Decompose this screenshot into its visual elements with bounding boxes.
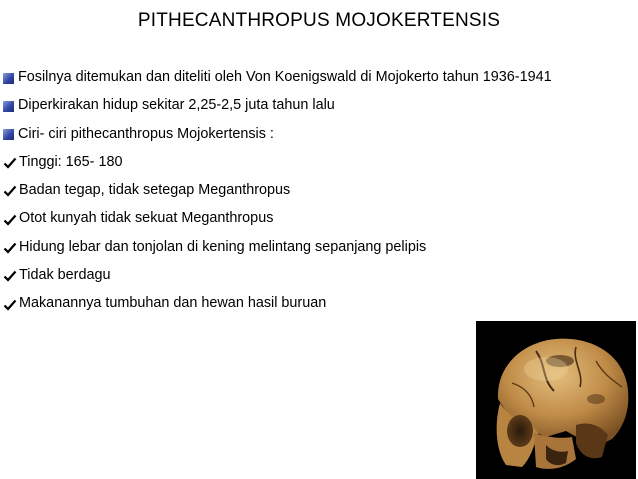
check-text: Tidak berdagu: [19, 267, 111, 284]
skull-illustration: [476, 321, 636, 479]
check-text: Tinggi: 165- 180: [19, 153, 123, 170]
check-item: [3, 261, 552, 289]
checkmark-icon: [3, 241, 17, 255]
skull-photo: [476, 321, 636, 479]
check-item: [3, 176, 552, 204]
square-bullet-icon: [3, 129, 14, 140]
bullet-item: [3, 63, 552, 91]
square-bullet-icon: [3, 101, 14, 112]
checkmark-icon: [3, 156, 17, 170]
check-item: [3, 289, 552, 317]
check-text: Otot kunyah tidak sekuat Meganthropus: [19, 210, 274, 227]
check-text: Hidung lebar dan tonjolan di kening melintang sepanjang pelipis: [19, 238, 427, 255]
slide-title: PITHECANTHROPUS MOJOKERTENSIS: [137, 10, 501, 31]
check-item: [3, 204, 552, 232]
check-item: [3, 233, 552, 261]
square-bullet-icon: [3, 73, 14, 84]
check-text: Badan tegap, tidak setegap Meganthropus: [19, 182, 291, 199]
checkmark-icon: [3, 184, 17, 198]
checkmark-icon: [3, 213, 17, 227]
check-item: [3, 148, 552, 176]
bullet-text: Ciri- ciri pithecanthropus Mojokertensis :: [18, 125, 274, 142]
bullet-item: [3, 91, 552, 119]
check-text: Makanannya tumbuhan dan hewan hasil buruan: [19, 295, 327, 312]
checkmark-icon: [3, 269, 17, 283]
bullet-text: Diperkirakan hidup sekitar 2,25-2,5 juta tahun lalu: [18, 97, 335, 114]
content-list: [3, 63, 552, 318]
checkmark-icon: [3, 298, 17, 312]
bullet-text: Fosilnya ditemukan dan diteliti oleh Von Koenigswald di Mojokerto tahun 1936-1941: [18, 69, 552, 85]
bullet-item: [3, 120, 552, 148]
